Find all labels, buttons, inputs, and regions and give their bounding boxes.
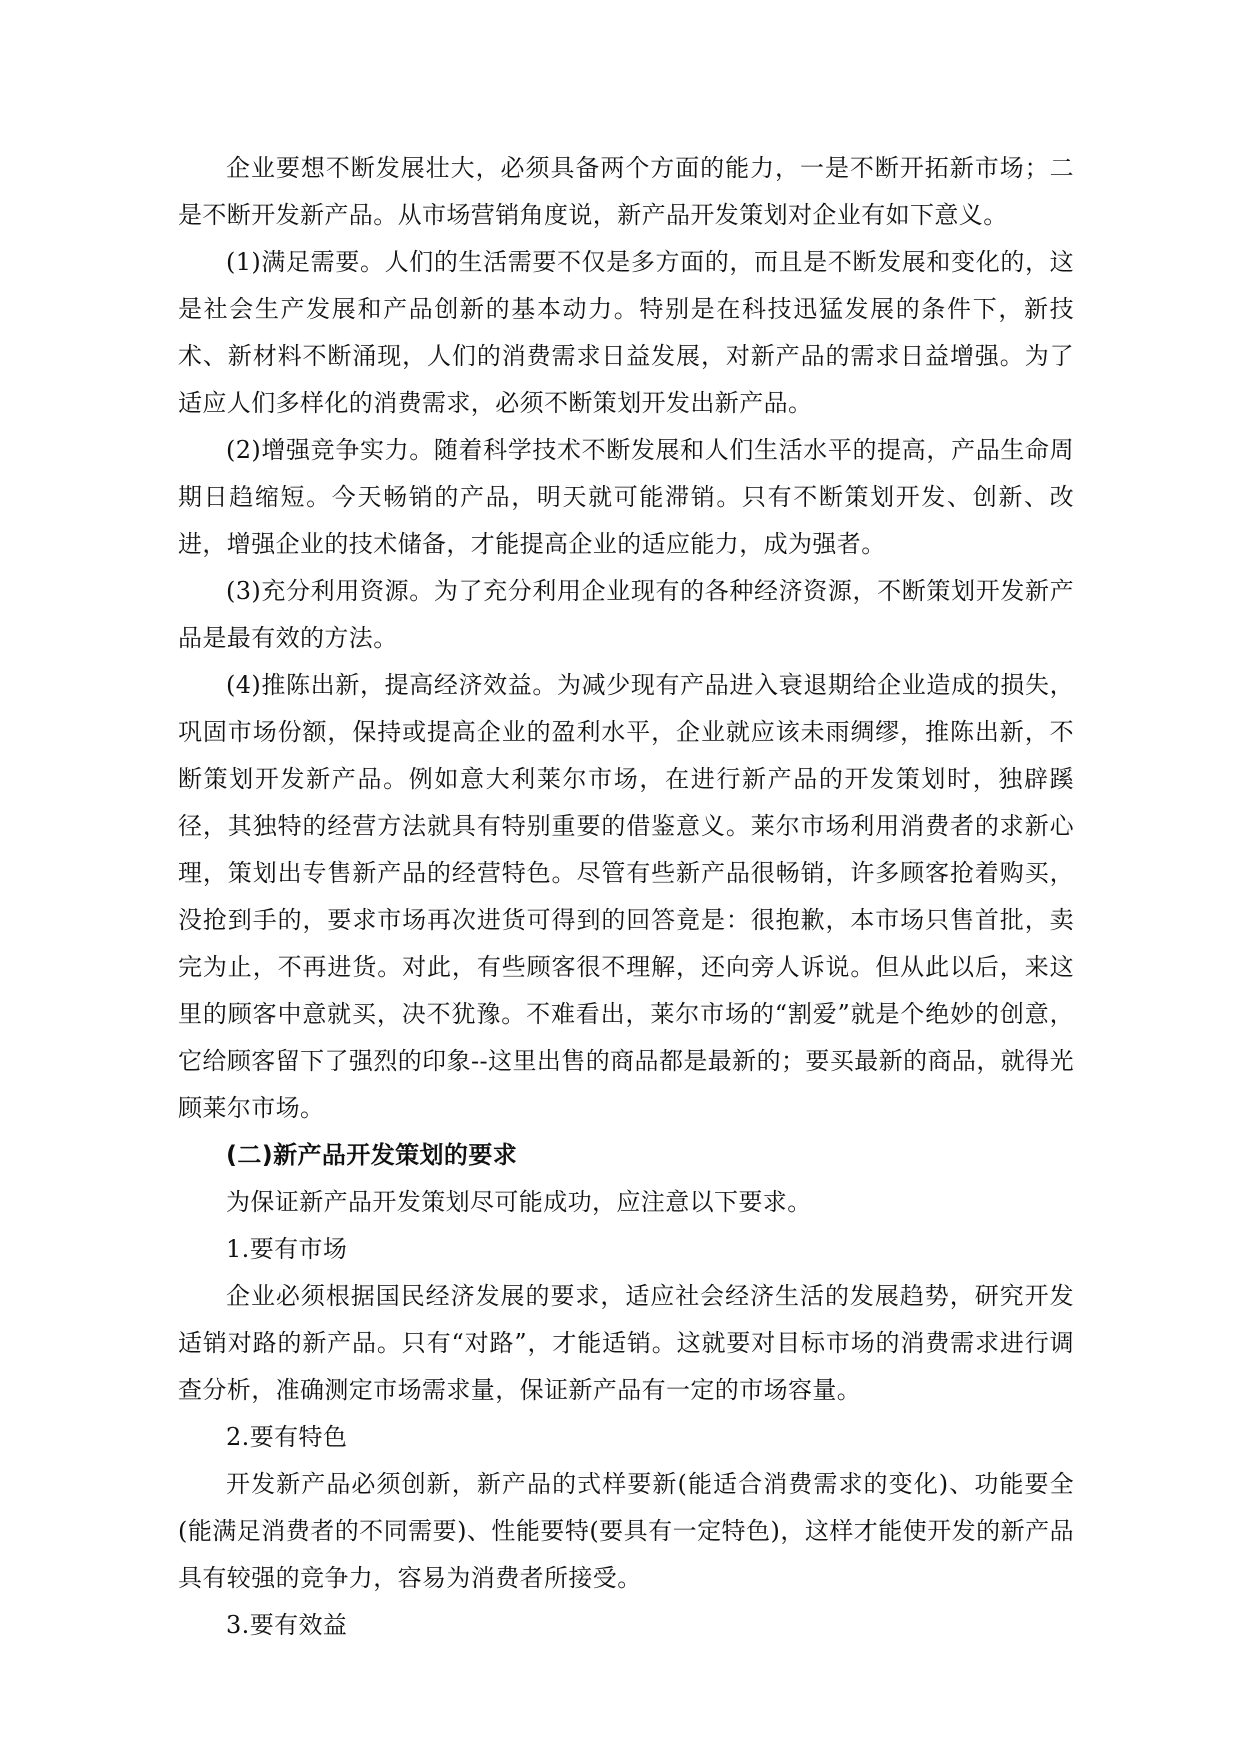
requirement-2-heading: 2.要有特色	[226, 1423, 348, 1451]
intro-paragraph: 企业要想不断发展壮大，必须具备两个方面的能力，一是不断开拓新市场；二是不断开发新产品。从市场营销角度说，新产品开发策划对企业有如下意义。	[178, 154, 1074, 229]
requirement-3-heading: 3.要有效益	[226, 1611, 348, 1639]
requirements-intro-paragraph: 为保证新产品开发策划尽可能成功，应注意以下要求。	[226, 1188, 812, 1216]
document-body	[178, 145, 1074, 1649]
point-3-paragraph: (3)充分利用资源。为了充分利用企业现有的各种经济资源，不断策划开发新产品是最有效的方法。	[178, 577, 1074, 652]
point-4-paragraph: (4)推陈出新，提高经济效益。为减少现有产品进入衰退期给企业造成的损失，巩固市场份额，保持或提高企业的盈利水平，企业就应该未雨绸缪，推陈出新，不断策划开发新产品。例如意大利莱尔市场，在进行新产品的开发策划时，独辟蹊径，其独特的经营方法就具有特别重要的借鉴意义。莱尔市场利用消费者的求新心理，策划出专售新产品的经营特色。尽管有些新产品很畅销，许多顾客抢着购买，没抢到手的，要求市场再次进货可得到的回答竟是：很抱歉，本市场只售首批，卖完为止，不再进货。对此，有些顾客很不理解，还向旁人诉说。但从此以后，来这里的顾客中意就买，决不犹豫。不难看出，莱尔市场的“割爱”就是个绝妙的创意，它给顾客留下了强烈的印象--这里出售的商品都是最新的；要买最新的商品，就得光顾莱尔市场。	[178, 671, 1074, 1122]
requirement-1-paragraph: 企业必须根据国民经济发展的要求，适应社会经济生活的发展趋势，研究开发适销对路的新产品。只有“对路”，才能适销。这就要对目标市场的消费需求进行调查分析，准确测定市场需求量，保证新产品有一定的市场容量。	[178, 1282, 1074, 1404]
requirement-2-paragraph: 开发新产品必须创新，新产品的式样要新(能适合消费需求的变化)、功能要全(能满足消费者的不同需要)、性能要特(要具有一定特色)，这样才能使开发的新产品具有较强的竞争力，容易为消费者所接受。	[178, 1470, 1074, 1592]
section-heading: (二)新产品开发策划的要求	[226, 1141, 518, 1169]
requirement-1-heading: 1.要有市场	[226, 1235, 348, 1263]
point-2-paragraph: (2)增强竞争实力。随着科学技术不断发展和人们生活水平的提高，产品生命周期日趋缩短。今天畅销的产品，明天就可能滞销。只有不断策划开发、创新、改进，增强企业的技术储备，才能提高企业的适应能力，成为强者。	[178, 436, 1074, 558]
point-1-paragraph: (1)满足需要。人们的生活需要不仅是多方面的，而且是不断发展和变化的，这是社会生产发展和产品创新的基本动力。特别是在科技迅猛发展的条件下，新技术、新材料不断涌现，人们的消费需求日益发展，对新产品的需求日益增强。为了适应人们多样化的消费需求，必须不断策划开发出新产品。	[178, 248, 1074, 417]
